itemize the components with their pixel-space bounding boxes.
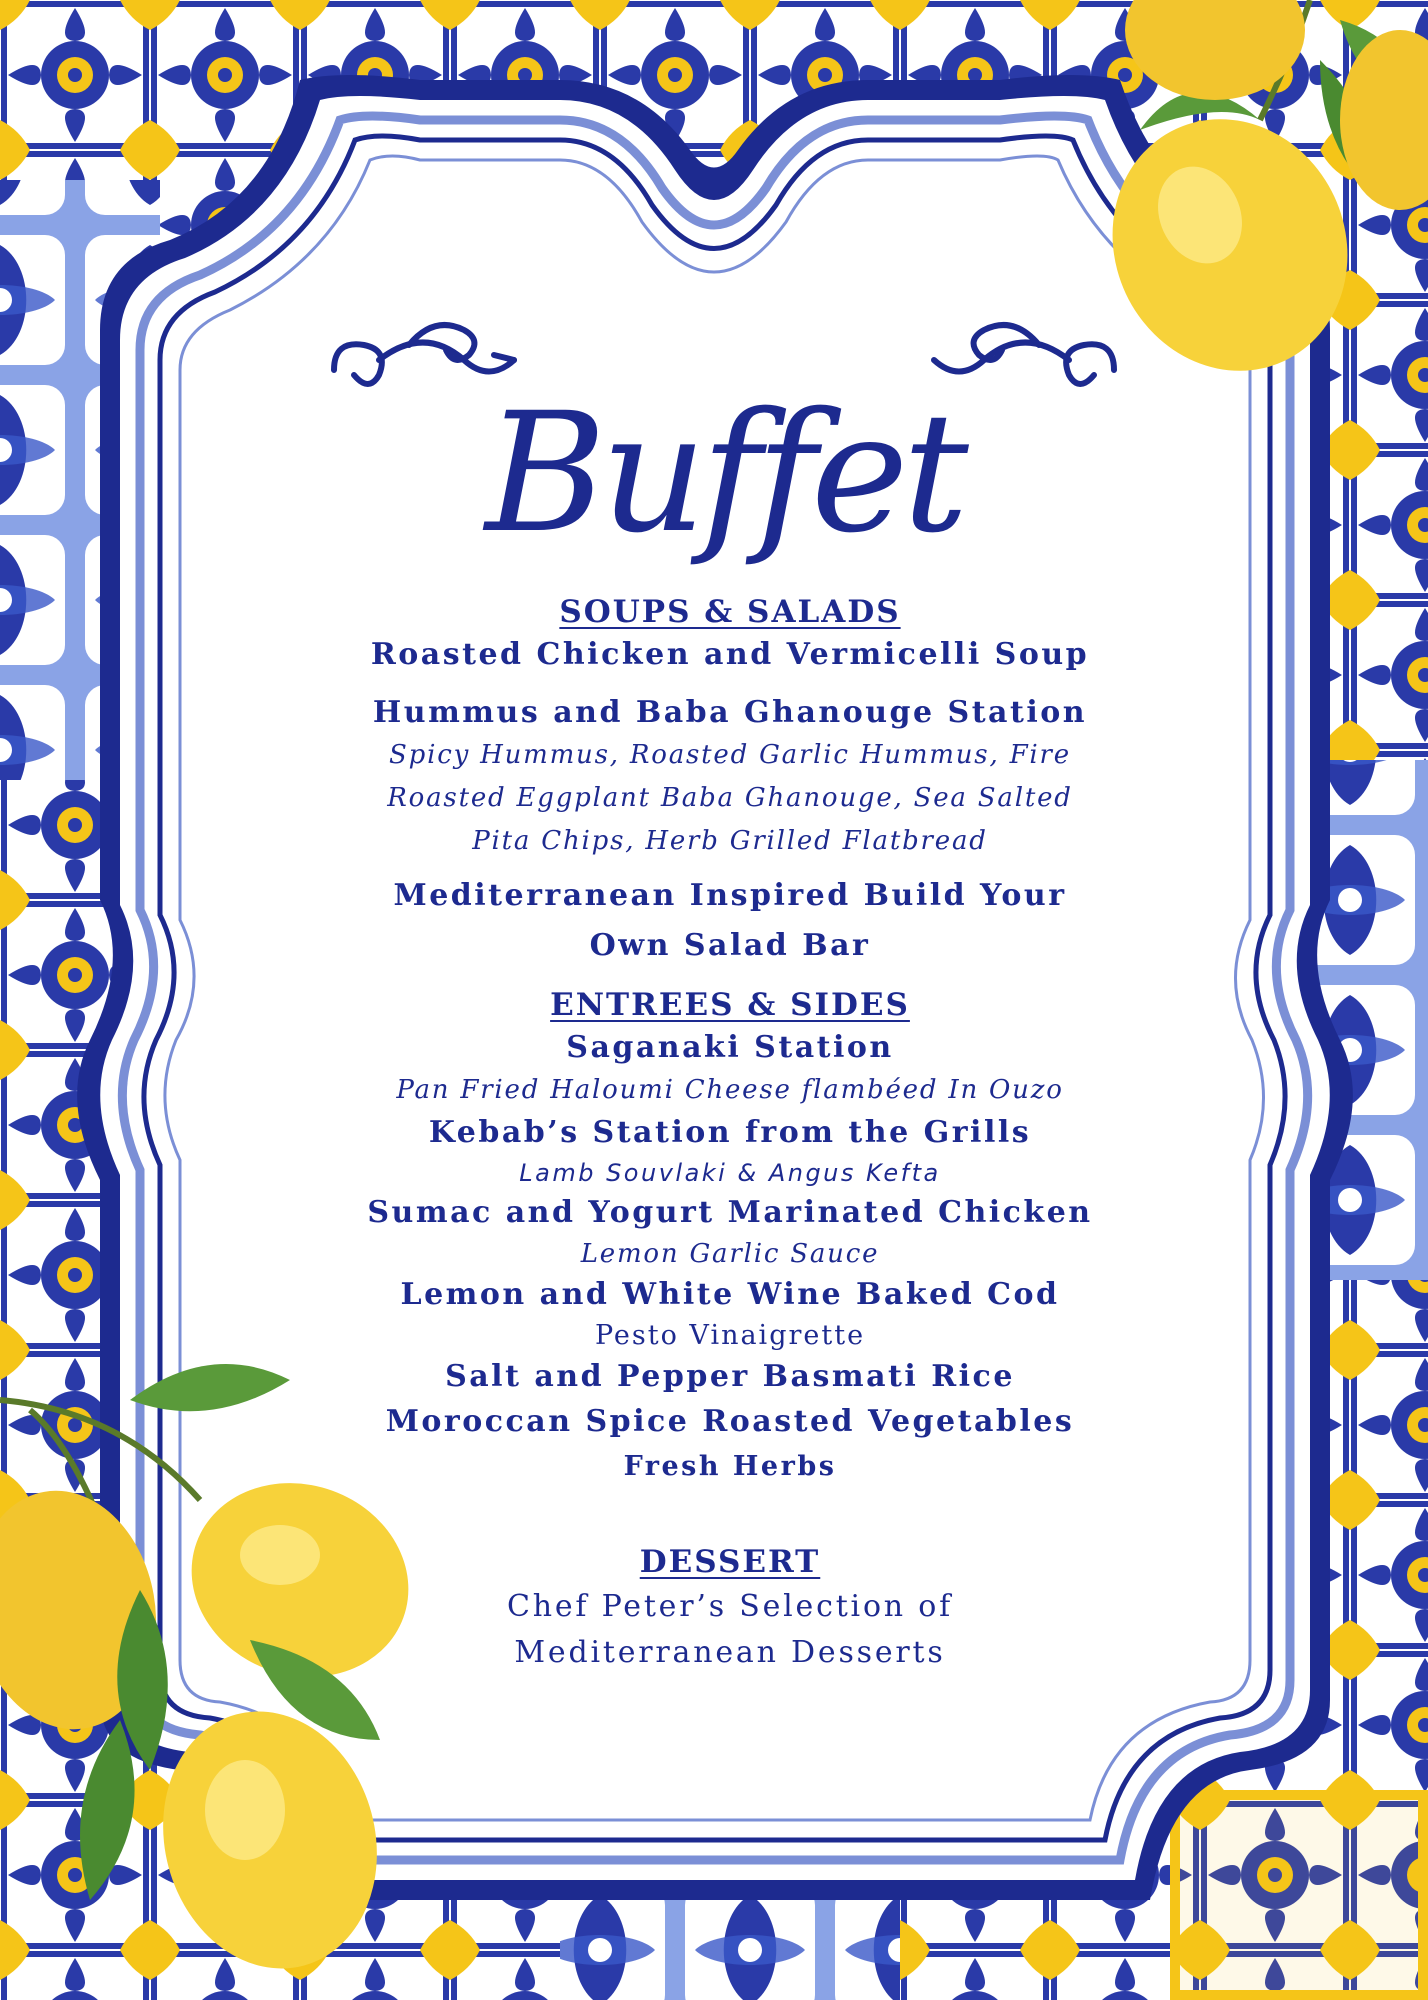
menu-item-dessert-selection: Chef Peter’s Selection of: [506, 1589, 954, 1624]
menu-item-salad-bar: Mediterranean Inspired Build Your: [393, 878, 1067, 913]
section-soups-salads: [290, 590, 1170, 971]
title-area: [314, 305, 1134, 585]
menu-content: [290, 590, 1170, 1676]
menu-item-basmati-rice: Salt and Pepper Basmati Rice: [445, 1359, 1015, 1394]
section-heading-soups-salads: SOUPS & SALADS: [559, 594, 901, 630]
menu-item-salad-bar: Own Salad Bar: [589, 928, 871, 963]
menu-item-description: Pan Fried Haloumi Cheese flambéed In Ouzo: [396, 1075, 1064, 1105]
menu-item-dessert-selection: Mediterranean Desserts: [514, 1635, 946, 1670]
section-entrees-sides: [290, 983, 1170, 1488]
menu-item-description: Roasted Eggplant Baba Ghanouge, Sea Salted: [387, 783, 1073, 813]
menu-item-description: Spicy Hummus, Roasted Garlic Hummus, Fire: [389, 740, 1071, 770]
menu-item-description: Fresh Herbs: [623, 1451, 837, 1482]
menu-item-vermicelli-soup: Roasted Chicken and Vermicelli Soup: [370, 637, 1090, 672]
section-heading-dessert: DESSERT: [639, 1544, 821, 1580]
menu-item-description: Pita Chips, Herb Grilled Flatbread: [472, 826, 988, 856]
menu-item-sumac-chicken: Sumac and Yogurt Marinated Chicken: [367, 1195, 1093, 1230]
menu-item-saganaki-station: Saganaki Station: [566, 1030, 894, 1065]
menu-item-description: Lamb Souvlaki & Angus Kefta: [519, 1159, 941, 1187]
menu-item-hummus-station: Hummus and Baba Ghanouge Station: [372, 695, 1088, 730]
left-flourish-icon: [334, 325, 514, 384]
menu-item-kebab-station: Kebab’s Station from the Grills: [428, 1115, 1032, 1150]
menu-item-description: Pesto Vinaigrette: [594, 1320, 866, 1351]
menu-item-description: Lemon Garlic Sauce: [580, 1239, 880, 1269]
section-dessert: [290, 1540, 1170, 1676]
right-flourish-icon: [934, 325, 1114, 384]
section-heading-entrees-sides: ENTREES & SIDES: [550, 987, 910, 1023]
menu-item-baked-cod: Lemon and White Wine Baked Cod: [400, 1277, 1060, 1312]
menu-item-roasted-vegetables: Moroccan Spice Roasted Vegetables: [385, 1404, 1075, 1439]
menu-title: Buffet: [485, 377, 963, 569]
